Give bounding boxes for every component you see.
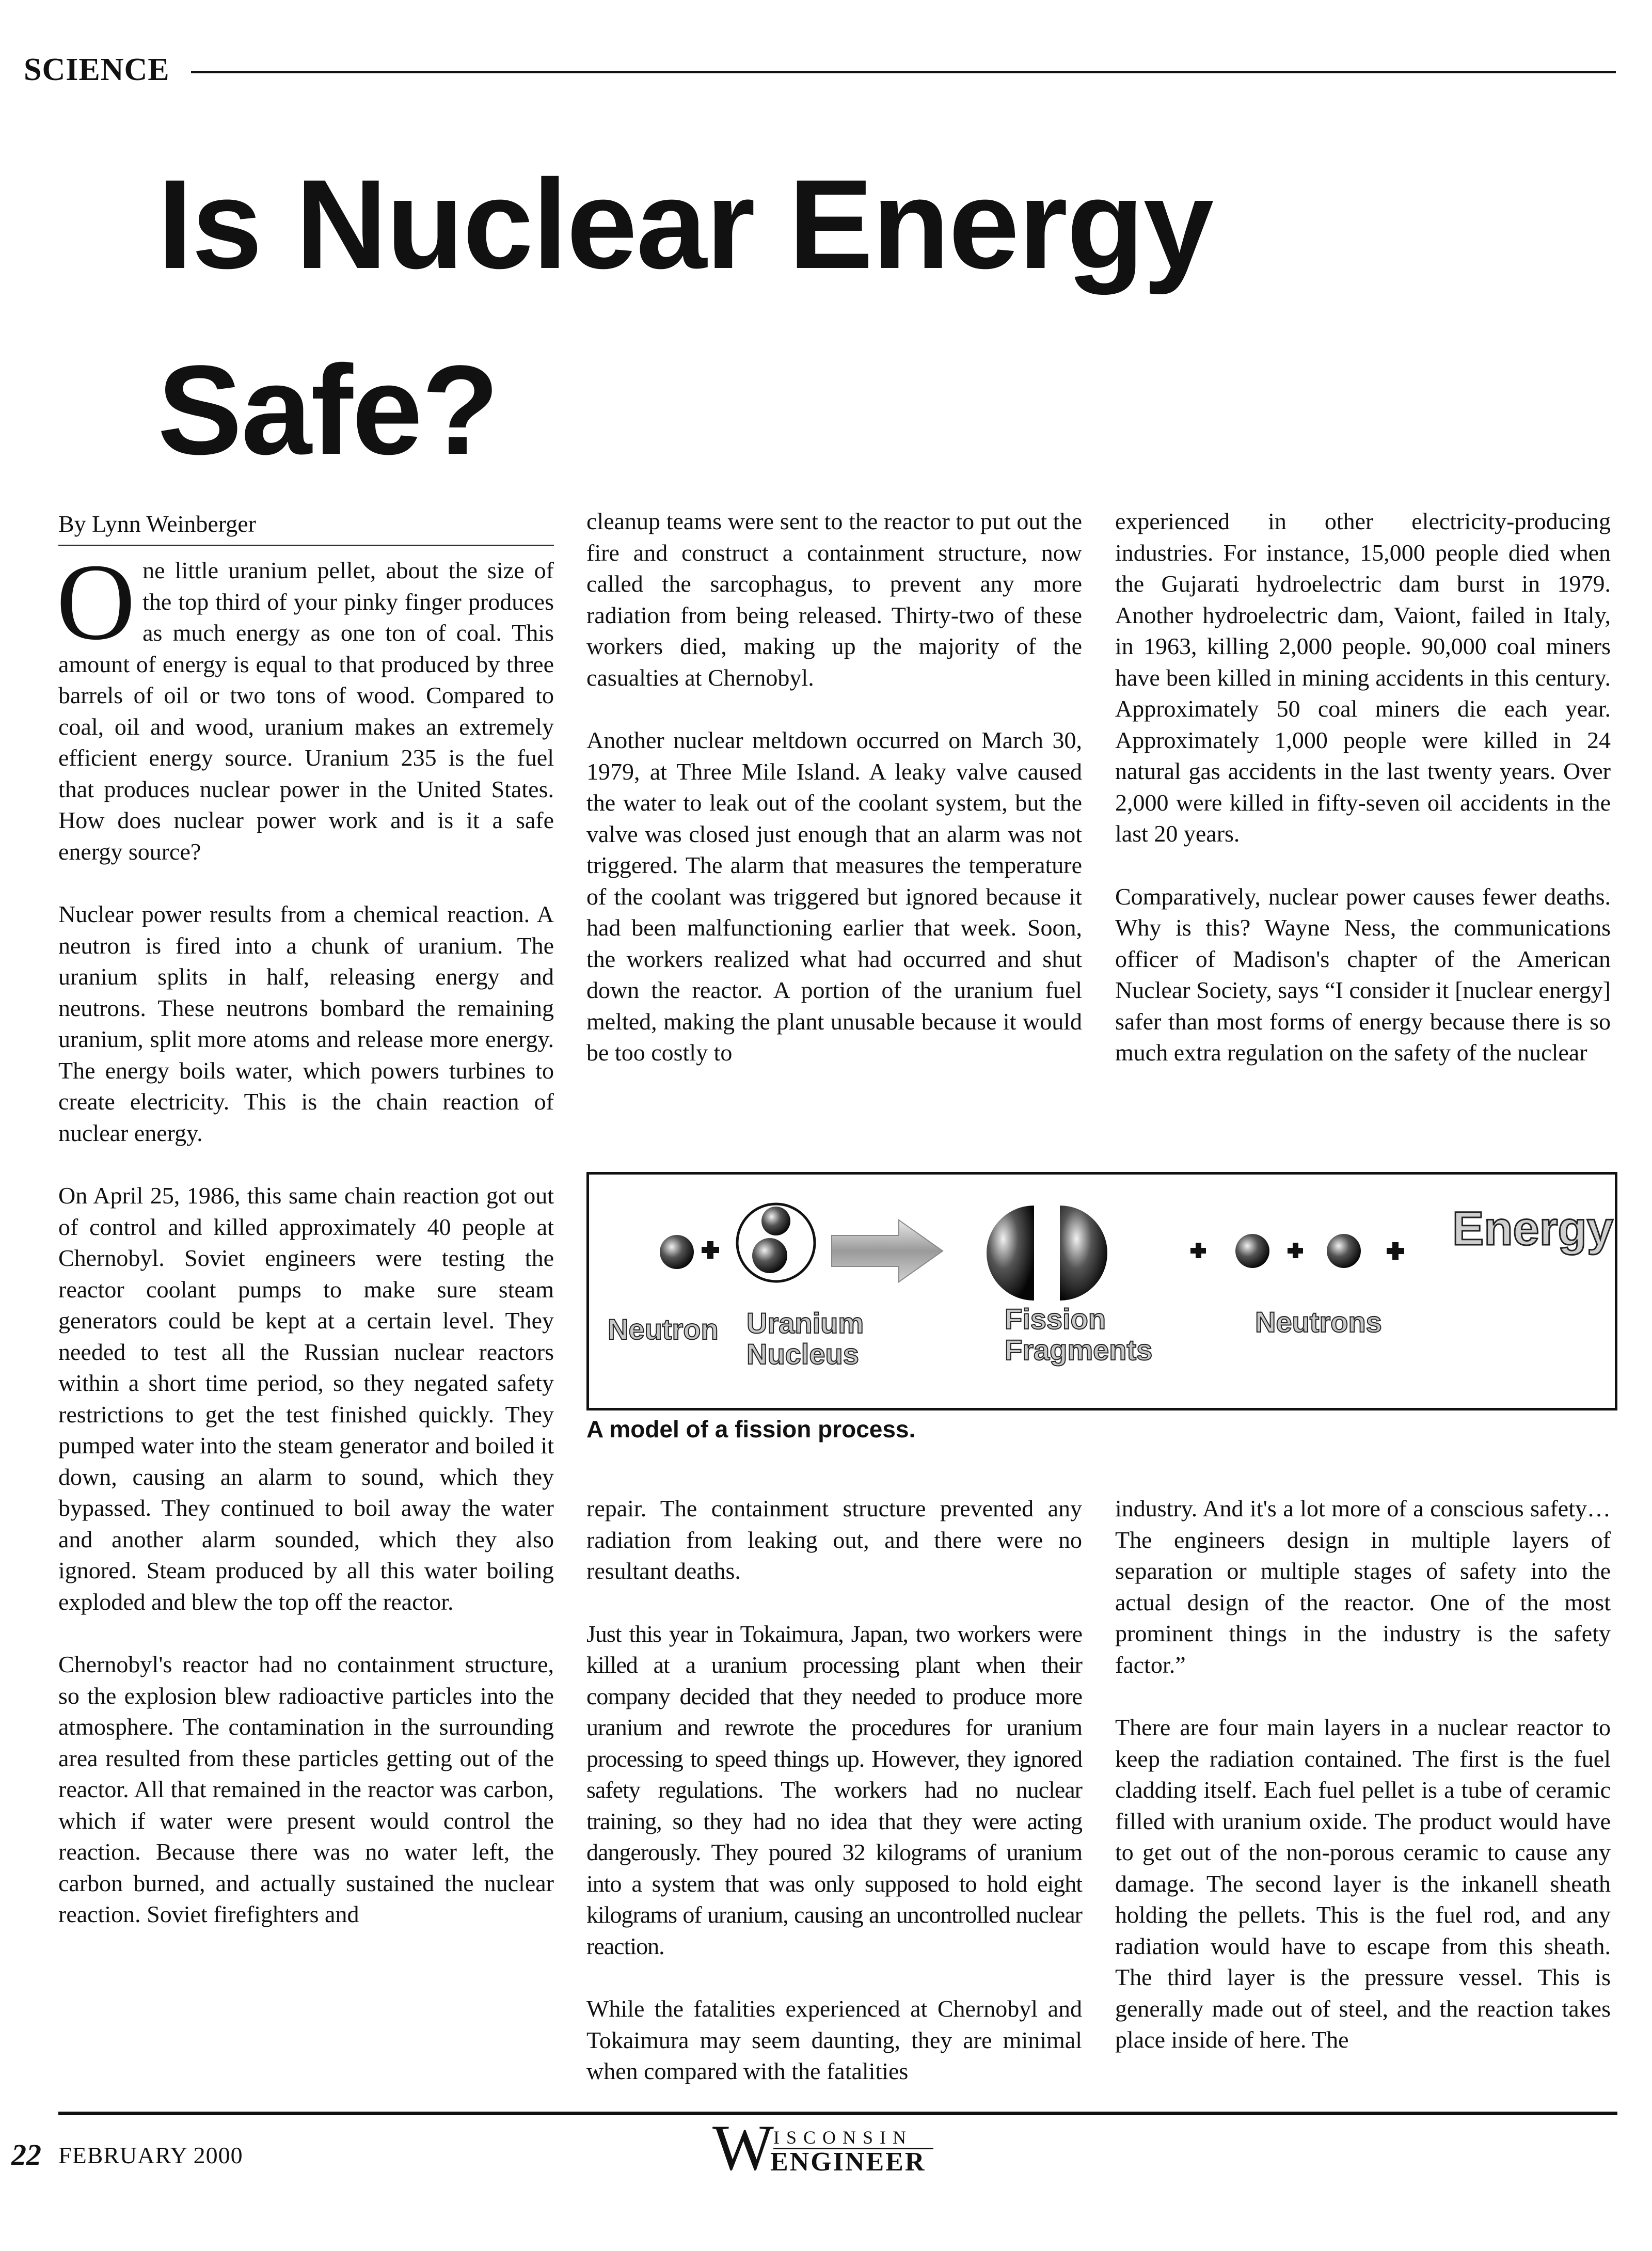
label-fragments: Fragments [1005, 1334, 1153, 1366]
plus-icon [1387, 1242, 1404, 1260]
plus-icon [702, 1241, 719, 1259]
plus-icon [1190, 1243, 1206, 1258]
title-line-2: Safe? [157, 339, 498, 481]
paragraph: While the fatalities experienced at Chernobyl and Tokaimura may seem daunting, they are minimal when compared with the fatalities [586, 1995, 1082, 2084]
paragraph: Comparatively, nuclear power causes fewer deaths. Why is this? Wayne Ness, the communications officer of Madison's chapter of the American Nuclear Society, says “I consider it [nuclear energy] safer than most forms of energy because there is so much extra regulation on the safety of the nuclear [1115, 883, 1611, 1066]
paragraph: cleanup teams were sent to the reactor to put out the fire and construct a containment structure, now called the sarcophagus, to prevent any more radiation from being released. Thirty-two of these workers died, making up the majority of the casualties at Chernobyl. [586, 508, 1082, 691]
column-2-bottom [586, 1493, 1082, 2087]
neutron-particle [1235, 1234, 1269, 1268]
paragraph: Nuclear power results from a chemical reaction. A neutron is fired into a chunk of uranium. The uranium splits in half, releasing energy and neutrons. These neutrons bombard the remaining uranium, split more atoms and release more energy. The energy boils water, which powers turbines to create electricity. This is the chain reaction of nuclear energy. [58, 901, 554, 1146]
uranium-nucleus-icon [737, 1204, 815, 1281]
label-energy: Energy [1452, 1202, 1613, 1255]
title-line-1: Is Nuclear Energy [157, 153, 1213, 295]
figure-caption: A model of a fission process. [586, 1416, 916, 1442]
logo-initial: W [712, 2112, 774, 2184]
article-title [157, 132, 1500, 503]
column-2-top [586, 506, 1082, 1069]
label-nucleus: Nucleus [746, 1338, 859, 1370]
column-1 [56, 541, 554, 1930]
label-uranium: Uranium [746, 1307, 864, 1339]
label-neutrons: Neutrons [1255, 1306, 1382, 1338]
column-3-bottom [1115, 1493, 1611, 2056]
page-number: 22 [11, 2138, 41, 2171]
byline: By Lynn Weinberger [58, 511, 256, 537]
paragraph: Another nuclear meltdown occurred on March 30, 1979, at Three Mile Island. A leaky valve caused the water to leak out of the coolant system, but the valve was closed just enough that an alarm was not triggered. The alarm that measures the temperature of the coolant was triggered but ignored because it had been malfunctioning earlier that week. Soon, the workers realized what had occurred and shut down the reactor. A portion of the uranium fuel melted, making the plant unusable because it would be too costly to [586, 727, 1082, 1066]
section-rule [191, 71, 1616, 73]
arrow-icon [832, 1220, 943, 1282]
paragraph-text: ne little uranium pellet, about the size of the top third of your pinky finger produces as much energy as one ton of coal. This amount of energy is equal to that produced by three barrels of oil or two tons of wood. Compared to coal, oil and wood, uranium makes an extremely efficient energy source. Uranium 235 is the fuel that produces nuclear power in the United States. How does nuclear power work and is it a safe energy source? [58, 557, 554, 865]
fission-diagram [586, 1172, 1617, 1410]
fission-fragments-icon [987, 1206, 1107, 1301]
paragraph: industry. And it's a lot more of a conscious safety… The engineers design in multiple layers of separation or multiple stages of safety into the actual design of the reactor. One of the most prominent things in the industry is the safety factor.” [1115, 1495, 1611, 1678]
footer-rule [58, 2112, 1617, 2115]
paragraph: repair. The containment structure prevented any radiation from leaking out, and there were no resultant deaths. [586, 1495, 1082, 1584]
column-3-top [1115, 506, 1611, 1069]
label-fission: Fission [1005, 1303, 1106, 1335]
plus-icon [1288, 1243, 1303, 1258]
paragraph: There are four main layers in a nuclear reactor to keep the radiation contained. The first is the fuel cladding itself. Each fuel pellet is a tube of ceramic filled with uranium oxide. The product would have to get out of the non-porous ceramic to cause any damage. The second layer is the inkanell sheath holding the pellets. This is the fuel rod, and any radiation would have to escape from this sheath. The third layer is the pressure vessel. This is generally made out of steel, and the reaction takes place inside of here. The [1115, 1714, 1611, 2053]
paragraph: On April 25, 1986, this same chain reaction got out of control and killed approximately 40 people at Chernobyl. Soviet engineers were testing the reactor coolant pumps to make sure steam generators could be kept at a certain level. They needed to test all the Russian nuclear reactors within a short time period, so they negated safety restrictions to get the test finished quickly. They pumped water into the steam generator and boiled it down, causing an alarm to sound, which they bypassed. They continued to boil away the water and another alarm sounded, which they also ignored. Steam produced by all this water boiling exploded and blew the top off the reactor. [58, 1182, 554, 1615]
paragraph: Chernobyl's reactor had no containment structure, so the explosion blew radioactive particles into the atmosphere. The contamination in the surrounding area resulted from these particles getting out of the reactor. All that remained in the reactor was carbon, which if water were present would control the reaction. Because there was no water left, the carbon burned, and actually sustained the nuclear reaction. Soviet firefighters and [58, 1651, 554, 1927]
section-label: SCIENCE [24, 52, 170, 87]
paragraph: Just this year in Tokaimura, Japan, two workers were killed at a uranium processing plant when their company decided that they needed to produce more uranium and rewrote the procedures for uranium processing to speed things up. However, they ignored safety regulations. The workers had no nuclear training, so they had no idea that they were acting dangerously. They poured 32 kilograms of uranium into a system that was only supposed to hold eight kilograms of uranium, causing an uncontrolled nuclear reaction. [586, 1620, 1082, 1959]
neutron-particle [1327, 1234, 1361, 1268]
paragraph: experienced in other electricity-producing industries. For instance, 15,000 people died when the Gujarati hydroelectric dam burst in 1979. Another hydroelectric dam, Vaiont, failed in Italy, in 1963, killing 2,000 people. 90,000 coal miners have been killed in mining accidents in this century. Approximately 50 coal miners die each year. Approximately 1,000 people were killed in 24 natural gas accidents in the last twenty years. Over 2,000 were killed in fifty-seven oil accidents in the last 20 years. [1115, 508, 1611, 847]
paragraph [56, 541, 554, 867]
logo-engineer: ENGINEER [770, 2147, 926, 2177]
label-neutron: Neutron [608, 1313, 719, 1345]
logo-wisconsin: ISCONSIN [773, 2127, 933, 2149]
wisconsin-engineer-logo [712, 2112, 950, 2184]
drop-cap: O [56, 541, 136, 662]
neutron-particle [660, 1235, 694, 1269]
issue-date: FEBRUARY 2000 [58, 2142, 243, 2168]
